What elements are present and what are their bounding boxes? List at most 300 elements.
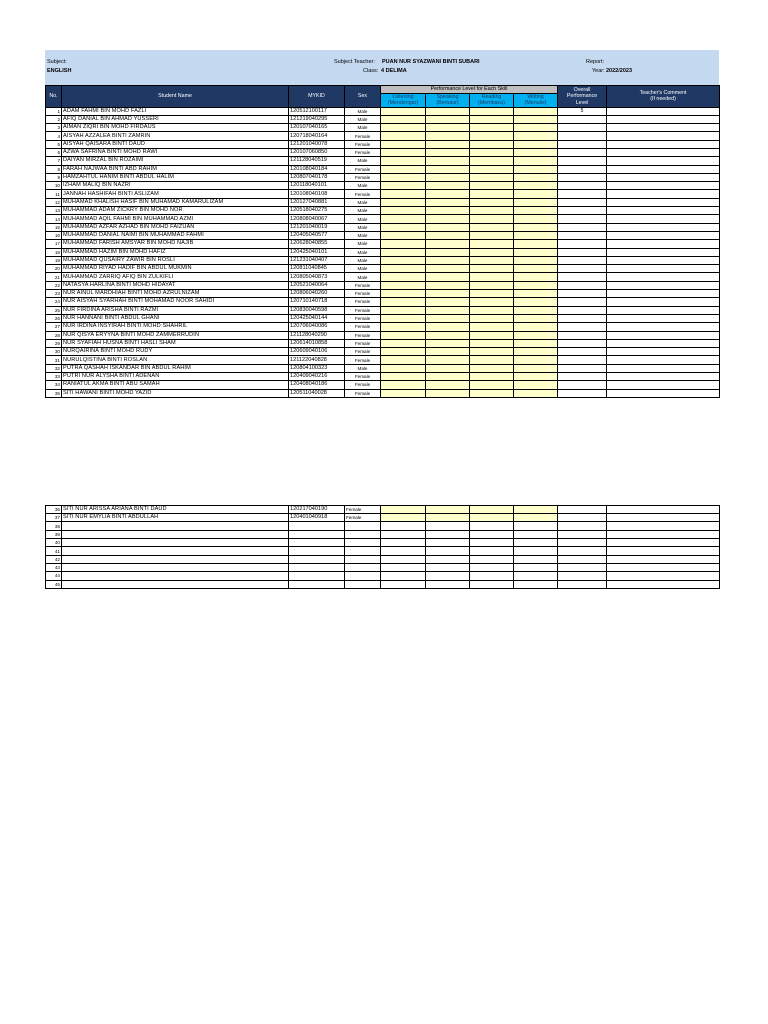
overall-level-cell[interactable]: [558, 207, 607, 215]
student-sex[interactable]: [345, 555, 381, 563]
writing-cell[interactable]: [514, 348, 558, 356]
student-name[interactable]: [62, 563, 289, 571]
listening-cell[interactable]: [381, 190, 426, 198]
speaking-cell[interactable]: [426, 231, 470, 239]
speaking-cell[interactable]: [426, 314, 470, 322]
teacher-comment-cell[interactable]: [607, 248, 720, 256]
blank-cell[interactable]: [607, 572, 720, 580]
blank-cell[interactable]: [514, 572, 558, 580]
overall-level-cell[interactable]: [558, 157, 607, 165]
overall-level-cell[interactable]: [558, 314, 607, 322]
overall-level-cell[interactable]: [558, 298, 607, 306]
overall-level-cell[interactable]: [558, 273, 607, 281]
blank-cell[interactable]: [470, 580, 514, 588]
reading-cell[interactable]: [470, 381, 514, 389]
writing-cell[interactable]: [514, 173, 558, 181]
overall-level-cell[interactable]: [558, 215, 607, 223]
reading-cell[interactable]: [470, 265, 514, 273]
teacher-comment-cell[interactable]: [607, 157, 720, 165]
teacher-comment-cell[interactable]: [607, 207, 720, 215]
overall-level-cell[interactable]: [558, 248, 607, 256]
reading-cell[interactable]: [470, 207, 514, 215]
overall-level-cell[interactable]: [558, 223, 607, 231]
reading-cell[interactable]: [470, 389, 514, 397]
writing-cell[interactable]: [514, 198, 558, 206]
blank-cell[interactable]: [381, 572, 426, 580]
speaking-cell[interactable]: [426, 389, 470, 397]
reading-cell[interactable]: [470, 314, 514, 322]
writing-cell[interactable]: [514, 223, 558, 231]
listening-cell[interactable]: [381, 348, 426, 356]
overall-level-cell[interactable]: [558, 190, 607, 198]
speaking-cell[interactable]: [426, 165, 470, 173]
overall-level-cell[interactable]: [558, 124, 607, 132]
blank-cell[interactable]: [558, 572, 607, 580]
teacher-comment-cell[interactable]: [607, 298, 720, 306]
overall-level-cell[interactable]: [558, 140, 607, 148]
teacher-comment-cell[interactable]: [607, 190, 720, 198]
writing-cell[interactable]: [514, 140, 558, 148]
listening-cell[interactable]: [381, 323, 426, 331]
overall-level-cell[interactable]: [558, 198, 607, 206]
teacher-comment-cell[interactable]: [607, 356, 720, 364]
writing-cell[interactable]: [514, 124, 558, 132]
reading-cell[interactable]: [470, 190, 514, 198]
blank-cell[interactable]: [381, 555, 426, 563]
reading-cell[interactable]: [470, 157, 514, 165]
student-name[interactable]: [62, 539, 289, 547]
reading-cell[interactable]: [470, 364, 514, 372]
student-sex[interactable]: [345, 530, 381, 538]
writing-cell[interactable]: [514, 165, 558, 173]
overall-level-cell[interactable]: [558, 256, 607, 264]
writing-cell[interactable]: [514, 215, 558, 223]
teacher-comment-cell[interactable]: [607, 323, 720, 331]
listening-cell[interactable]: [381, 314, 426, 322]
overall-level-cell[interactable]: [558, 115, 607, 123]
overall-level-cell[interactable]: [558, 348, 607, 356]
blank-cell[interactable]: [426, 530, 470, 538]
listening-cell[interactable]: [381, 207, 426, 215]
student-name[interactable]: [62, 555, 289, 563]
writing-cell[interactable]: [514, 231, 558, 239]
overall-level-cell[interactable]: [558, 389, 607, 397]
student-name[interactable]: [62, 547, 289, 555]
empty-row: [46, 547, 720, 555]
listening-cell[interactable]: [381, 306, 426, 314]
blank-cell[interactable]: [558, 555, 607, 563]
writing-cell[interactable]: [514, 107, 558, 115]
blank-cell[interactable]: [607, 555, 720, 563]
listening-cell[interactable]: [381, 231, 426, 239]
blank-cell[interactable]: [514, 580, 558, 588]
teacher-comment-cell[interactable]: [607, 339, 720, 347]
teacher-comment-cell[interactable]: [607, 348, 720, 356]
overall-level-cell[interactable]: [558, 356, 607, 364]
overall-level-cell[interactable]: [558, 514, 607, 522]
student-sex[interactable]: [345, 547, 381, 555]
overall-level-cell[interactable]: [558, 265, 607, 273]
reading-cell[interactable]: [470, 132, 514, 140]
student-mykid[interactable]: [289, 522, 345, 530]
speaking-cell[interactable]: [426, 281, 470, 289]
writing-cell[interactable]: [514, 157, 558, 165]
teacher-comment-cell[interactable]: [607, 505, 720, 513]
speaking-cell[interactable]: [426, 514, 470, 522]
blank-cell[interactable]: [426, 563, 470, 571]
blank-cell[interactable]: [470, 522, 514, 530]
overall-level-cell[interactable]: [558, 290, 607, 298]
teacher-comment-cell[interactable]: [607, 373, 720, 381]
writing-cell[interactable]: [514, 505, 558, 513]
writing-cell[interactable]: [514, 273, 558, 281]
overall-level-cell[interactable]: [558, 240, 607, 248]
speaking-cell[interactable]: [426, 107, 470, 115]
speaking-cell[interactable]: [426, 198, 470, 206]
student-mykid[interactable]: [289, 547, 345, 555]
listening-cell[interactable]: [381, 173, 426, 181]
blank-cell[interactable]: [426, 522, 470, 530]
teacher-comment-cell[interactable]: [607, 265, 720, 273]
overall-level-cell[interactable]: [558, 231, 607, 239]
reading-cell[interactable]: [470, 323, 514, 331]
listening-cell[interactable]: [381, 165, 426, 173]
table-row: [46, 182, 720, 190]
writing-cell[interactable]: [514, 290, 558, 298]
speaking-cell[interactable]: [426, 215, 470, 223]
student-no: 1: [46, 107, 62, 115]
speaking-cell[interactable]: [426, 331, 470, 339]
overall-level-cell[interactable]: [558, 306, 607, 314]
student-mykid[interactable]: [289, 530, 345, 538]
teacher-comment-cell[interactable]: [607, 389, 720, 397]
blank-cell[interactable]: [607, 539, 720, 547]
teacher-comment-cell[interactable]: [607, 273, 720, 281]
reading-cell[interactable]: [470, 348, 514, 356]
student-sex[interactable]: [345, 539, 381, 547]
writing-cell[interactable]: [514, 306, 558, 314]
speaking-cell[interactable]: [426, 182, 470, 190]
reading-cell[interactable]: [470, 173, 514, 181]
listening-cell[interactable]: [381, 514, 426, 522]
listening-cell[interactable]: [381, 215, 426, 223]
reading-cell[interactable]: [470, 124, 514, 132]
listening-cell[interactable]: [381, 331, 426, 339]
blank-cell[interactable]: [426, 547, 470, 555]
listening-cell[interactable]: [381, 157, 426, 165]
reading-cell[interactable]: [470, 115, 514, 123]
teacher-comment-cell[interactable]: [607, 514, 720, 522]
reading-cell[interactable]: [470, 240, 514, 248]
student-sex[interactable]: [345, 563, 381, 571]
listening-cell[interactable]: [381, 115, 426, 123]
writing-cell[interactable]: [514, 314, 558, 322]
teacher-comment-cell[interactable]: [607, 124, 720, 132]
blank-cell[interactable]: [470, 572, 514, 580]
writing-cell[interactable]: [514, 381, 558, 389]
reading-cell[interactable]: [470, 356, 514, 364]
speaking-cell[interactable]: [426, 273, 470, 281]
listening-cell[interactable]: [381, 124, 426, 132]
listening-cell[interactable]: [381, 256, 426, 264]
blank-cell[interactable]: [470, 539, 514, 547]
teacher-comment-cell[interactable]: [607, 132, 720, 140]
writing-cell[interactable]: [514, 240, 558, 248]
blank-cell[interactable]: [607, 522, 720, 530]
student-mykid[interactable]: [289, 572, 345, 580]
listening-cell[interactable]: [381, 339, 426, 347]
teacher-comment-cell[interactable]: [607, 148, 720, 156]
overall-level-cell[interactable]: [558, 132, 607, 140]
overall-level-cell[interactable]: [558, 173, 607, 181]
speaking-cell[interactable]: [426, 356, 470, 364]
overall-level-cell[interactable]: [558, 281, 607, 289]
blank-cell[interactable]: [426, 539, 470, 547]
writing-cell[interactable]: [514, 364, 558, 372]
speaking-cell[interactable]: [426, 323, 470, 331]
blank-cell[interactable]: [558, 580, 607, 588]
blank-cell[interactable]: [607, 580, 720, 588]
blank-cell[interactable]: [558, 522, 607, 530]
blank-cell[interactable]: [381, 522, 426, 530]
writing-cell[interactable]: [514, 281, 558, 289]
student-mykid[interactable]: [289, 580, 345, 588]
listening-cell[interactable]: [381, 223, 426, 231]
speaking-cell[interactable]: [426, 223, 470, 231]
reading-cell[interactable]: [470, 273, 514, 281]
teacher-comment-cell[interactable]: [607, 173, 720, 181]
student-mykid[interactable]: [289, 563, 345, 571]
writing-cell[interactable]: [514, 389, 558, 397]
reading-cell[interactable]: [470, 331, 514, 339]
listening-cell[interactable]: [381, 273, 426, 281]
table-row: [46, 356, 720, 364]
listening-cell[interactable]: [381, 381, 426, 389]
reading-cell[interactable]: [470, 290, 514, 298]
listening-cell[interactable]: [381, 107, 426, 115]
writing-cell[interactable]: [514, 265, 558, 273]
speaking-cell[interactable]: [426, 256, 470, 264]
reading-cell[interactable]: [470, 215, 514, 223]
teacher-comment-cell[interactable]: [607, 240, 720, 248]
listening-cell[interactable]: [381, 132, 426, 140]
overall-level-cell[interactable]: [558, 331, 607, 339]
speaking-cell[interactable]: [426, 505, 470, 513]
writing-cell[interactable]: [514, 373, 558, 381]
teacher-comment-cell[interactable]: [607, 306, 720, 314]
teacher-comment-cell[interactable]: [607, 381, 720, 389]
speaking-cell[interactable]: [426, 373, 470, 381]
listening-cell[interactable]: [381, 373, 426, 381]
speaking-cell[interactable]: [426, 173, 470, 181]
blank-cell[interactable]: [381, 563, 426, 571]
listening-cell[interactable]: [381, 240, 426, 248]
student-name[interactable]: [62, 530, 289, 538]
blank-cell[interactable]: [514, 555, 558, 563]
blank-cell[interactable]: [558, 563, 607, 571]
teacher-comment-cell[interactable]: [607, 115, 720, 123]
teacher-comment-cell[interactable]: [607, 364, 720, 372]
speaking-cell[interactable]: [426, 148, 470, 156]
writing-cell[interactable]: [514, 514, 558, 522]
teacher-comment-cell[interactable]: [607, 223, 720, 231]
blank-cell[interactable]: [381, 530, 426, 538]
overall-level-cell[interactable]: [558, 381, 607, 389]
writing-cell[interactable]: [514, 339, 558, 347]
blank-cell[interactable]: [558, 539, 607, 547]
blank-cell[interactable]: [607, 547, 720, 555]
listening-cell[interactable]: [381, 281, 426, 289]
reading-cell[interactable]: [470, 148, 514, 156]
blank-cell[interactable]: [558, 547, 607, 555]
reading-cell[interactable]: [470, 231, 514, 239]
listening-cell[interactable]: [381, 140, 426, 148]
writing-cell[interactable]: [514, 298, 558, 306]
listening-cell[interactable]: [381, 248, 426, 256]
speaking-cell[interactable]: [426, 115, 470, 123]
blank-cell[interactable]: [381, 547, 426, 555]
overall-level-cell[interactable]: [558, 323, 607, 331]
overall-level-cell[interactable]: [558, 148, 607, 156]
student-name[interactable]: [62, 522, 289, 530]
reading-cell[interactable]: [470, 256, 514, 264]
blank-cell[interactable]: [426, 555, 470, 563]
blank-cell[interactable]: [514, 539, 558, 547]
student-no: 36: [46, 505, 62, 513]
listening-cell[interactable]: [381, 505, 426, 513]
speaking-cell[interactable]: [426, 339, 470, 347]
blank-cell[interactable]: [607, 563, 720, 571]
reading-cell[interactable]: [470, 165, 514, 173]
teacher-comment-cell[interactable]: [607, 107, 720, 115]
reading-cell[interactable]: [470, 223, 514, 231]
speaking-cell[interactable]: [426, 190, 470, 198]
teacher-comment-cell[interactable]: [607, 140, 720, 148]
teacher-comment-cell[interactable]: [607, 198, 720, 206]
reading-cell[interactable]: [470, 182, 514, 190]
speaking-cell[interactable]: [426, 124, 470, 132]
listening-cell[interactable]: [381, 364, 426, 372]
writing-cell[interactable]: [514, 256, 558, 264]
reading-cell[interactable]: [470, 514, 514, 522]
teacher-comment-cell[interactable]: [607, 331, 720, 339]
speaking-cell[interactable]: [426, 364, 470, 372]
listening-cell[interactable]: [381, 290, 426, 298]
speaking-cell[interactable]: [426, 132, 470, 140]
speaking-cell[interactable]: [426, 248, 470, 256]
writing-cell[interactable]: [514, 323, 558, 331]
student-mykid[interactable]: [289, 539, 345, 547]
reading-cell[interactable]: [470, 281, 514, 289]
speaking-cell[interactable]: [426, 381, 470, 389]
blank-cell[interactable]: [470, 547, 514, 555]
writing-cell[interactable]: [514, 207, 558, 215]
speaking-cell[interactable]: [426, 265, 470, 273]
blank-cell[interactable]: [514, 563, 558, 571]
student-sex[interactable]: [345, 580, 381, 588]
student-sex[interactable]: [345, 522, 381, 530]
student-name[interactable]: [62, 580, 289, 588]
teacher-comment-cell[interactable]: [607, 281, 720, 289]
reading-cell[interactable]: [470, 298, 514, 306]
writing-cell[interactable]: [514, 356, 558, 364]
writing-cell[interactable]: [514, 331, 558, 339]
student-name[interactable]: [62, 572, 289, 580]
blank-cell[interactable]: [514, 530, 558, 538]
teacher-comment-cell[interactable]: [607, 290, 720, 298]
listening-cell[interactable]: [381, 356, 426, 364]
overall-level-cell[interactable]: [558, 373, 607, 381]
reading-cell[interactable]: [470, 248, 514, 256]
teacher-comment-cell[interactable]: [607, 256, 720, 264]
student-mykid[interactable]: [289, 555, 345, 563]
overall-level-cell[interactable]: [558, 165, 607, 173]
reading-cell[interactable]: [470, 198, 514, 206]
writing-cell[interactable]: [514, 190, 558, 198]
writing-cell[interactable]: [514, 132, 558, 140]
listening-cell[interactable]: [381, 148, 426, 156]
overall-level-cell[interactable]: [558, 364, 607, 372]
student-sex[interactable]: [345, 572, 381, 580]
blank-cell[interactable]: [426, 580, 470, 588]
writing-cell[interactable]: [514, 182, 558, 190]
reading-cell[interactable]: [470, 140, 514, 148]
reading-cell[interactable]: [470, 339, 514, 347]
blank-cell[interactable]: [607, 530, 720, 538]
speaking-cell[interactable]: [426, 348, 470, 356]
blank-cell[interactable]: [470, 563, 514, 571]
speaking-cell[interactable]: [426, 207, 470, 215]
overall-level-cell[interactable]: [558, 505, 607, 513]
teacher-comment-cell[interactable]: [607, 165, 720, 173]
listening-cell[interactable]: [381, 198, 426, 206]
listening-cell[interactable]: [381, 182, 426, 190]
reading-cell[interactable]: [470, 107, 514, 115]
overall-level-cell[interactable]: [558, 182, 607, 190]
teacher-comment-cell[interactable]: [607, 314, 720, 322]
reading-cell[interactable]: [470, 505, 514, 513]
reading-cell[interactable]: [470, 306, 514, 314]
speaking-cell[interactable]: [426, 298, 470, 306]
blank-cell[interactable]: [514, 522, 558, 530]
writing-cell[interactable]: [514, 248, 558, 256]
teacher-comment-cell[interactable]: [607, 182, 720, 190]
listening-cell[interactable]: [381, 298, 426, 306]
speaking-cell[interactable]: [426, 306, 470, 314]
student-no: 33: [46, 373, 62, 381]
blank-cell[interactable]: [470, 530, 514, 538]
blank-cell[interactable]: [514, 547, 558, 555]
speaking-cell[interactable]: [426, 240, 470, 248]
blank-cell[interactable]: [381, 580, 426, 588]
teacher-comment-cell[interactable]: [607, 215, 720, 223]
speaking-cell[interactable]: [426, 140, 470, 148]
overall-level-cell[interactable]: [558, 339, 607, 347]
writing-cell[interactable]: [514, 115, 558, 123]
overall-level-cell[interactable]: 5: [558, 107, 607, 115]
teacher-comment-cell[interactable]: [607, 231, 720, 239]
reading-cell[interactable]: [470, 373, 514, 381]
blank-cell[interactable]: [381, 539, 426, 547]
writing-cell[interactable]: [514, 148, 558, 156]
listening-cell[interactable]: [381, 389, 426, 397]
speaking-cell[interactable]: [426, 157, 470, 165]
blank-cell[interactable]: [426, 572, 470, 580]
speaking-cell[interactable]: [426, 290, 470, 298]
listening-cell[interactable]: [381, 265, 426, 273]
blank-cell[interactable]: [470, 555, 514, 563]
blank-cell[interactable]: [558, 530, 607, 538]
